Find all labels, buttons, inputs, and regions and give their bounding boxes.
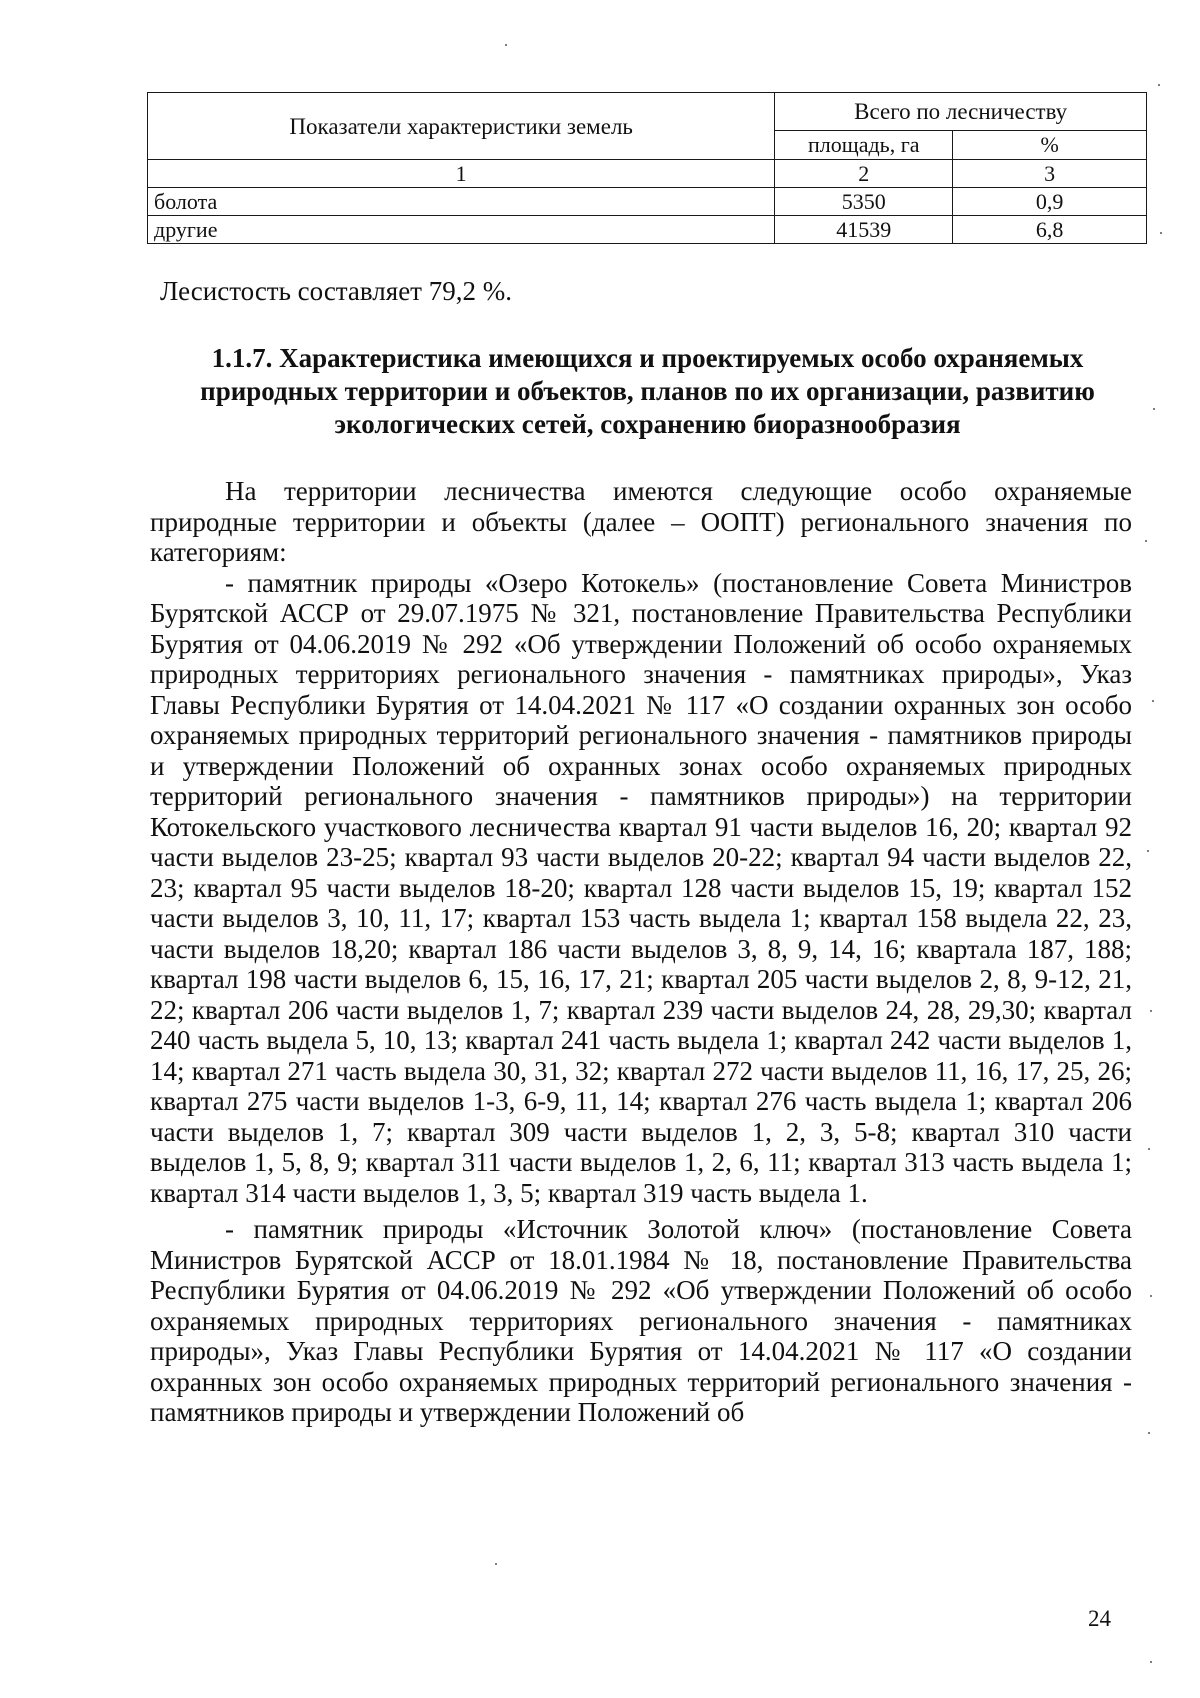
scan-speck bbox=[1147, 850, 1149, 852]
table-cell-name: другие bbox=[148, 216, 775, 244]
table-cell: 3 bbox=[953, 160, 1147, 188]
section-heading: 1.1.7. Характеристика имеющихся и проектируемых особо охраняемых природных территории и объектов, планов по их организации, развитию экологических сетей, сохранению биоразнообразия bbox=[200, 343, 1095, 439]
land-characteristics-table bbox=[147, 92, 1147, 244]
table-cell-area: 5350 bbox=[775, 188, 953, 216]
paragraph: На территории лесничества имеются следующие особо охраняемые природные территории и объекты (далее – ООПТ) регионального значения по категориям: bbox=[150, 476, 1132, 567]
table-row bbox=[148, 188, 1147, 216]
scan-speck bbox=[1150, 1295, 1152, 1297]
scan-speck bbox=[1152, 700, 1154, 702]
table-cell-percent: 0,9 bbox=[953, 188, 1147, 216]
paragraph: - памятник природы «Озеро Котокель» (постановление Совета Министров Бурятской АССР от 29.07.1975 № 321, постановление Правительства Республики Бурятия от 04.06.2019 № 292 «Об утверждении Положений об особо охраняемых природных территориях регионального значения - памятниках природы», Указ Главы Республики Бурятия от 14.04.2021 № 117 «О создании охранных зон особо охраняемых природных территорий регионального значения - памятников природы и утверждении Положений об охранных зонах особо охраняемых природных территорий регионального значения - памятников природы») на территории Котокельского участкового лесничества квартал 91 части выделов 16, 20; квартал 92 части выделов 23-25; квартал 93 части выделов 20-22; квартал 94 части выделов 22, 23; квартал 95 части выделов 18-20; квартал 128 части выделов 15, 19; квартал 152 части выделов 3, 10, 11, 17; квартал 153 часть выдела 1; квартал 158 выдела 22, 23, части выделов 18,20; квартал 186 части выделов 3, 8, 9, 14, 16; квартала 187, 188; квартал 198 части выделов 6, 15, 16, 17, 21; квартал 205 части выделов 2, 8, 9-12, 21, 22; квартал 206 части выделов 1, 7; квартал 239 части выделов 24, 28, 29,30; квартал 240 часть выдела 5, 10, 13; квартал 241 часть выдела 1; квартал 242 части выделов 1, 14; квартал 271 часть выдела 30, 31, 32; квартал 272 части выделов 11, 16, 17, 25, 26; квартал 275 части выделов 1-3, 6-9, 11, 14; квартал 276 часть выдела 1; квартал 206 части выделов 1, 7; квартал 309 части выделов 1, 2, 3, 5-8; квартал 310 части выделов 1, 5, 8, 9; квартал 311 части выделов 1, 2, 6, 11; квартал 313 часть выдела 1; квартал 314 части выделов 1, 3, 5; квартал 319 часть выдела 1. bbox=[150, 567, 1132, 1208]
scan-speck bbox=[1148, 1432, 1150, 1434]
scan-speck bbox=[1150, 1661, 1152, 1663]
table-header-percent: % bbox=[953, 131, 1147, 160]
scan-speck bbox=[1148, 1148, 1150, 1150]
paragraph: - памятник природы «Источник Золотой ключ» (постановление Совета Министров Бурятской АССР от 18.01.1984 № 18, постановление Правительства Республики Бурятия от 04.06.2019 № 292 «Об утверждении Положений об особо охраняемых природных территориях регионального значения - памятниках природы», Указ Главы Республики Бурятия от 14.04.2021 № 117 «О создании охранных зон особо охраняемых природных территорий регионального значения - памятников природы и утверждении Положений об bbox=[150, 1214, 1132, 1427]
scan-speck bbox=[1153, 408, 1155, 410]
table-cell-name: болота bbox=[148, 188, 775, 216]
scan-speck bbox=[1145, 540, 1147, 542]
forest-cover-text: Лесистость составляет 79,2 %. bbox=[160, 276, 512, 306]
body-text bbox=[150, 476, 1132, 1428]
table-cell: 2 bbox=[775, 160, 953, 188]
table-header-area: площадь, га bbox=[775, 131, 953, 160]
page-number: 24 bbox=[1088, 1606, 1111, 1631]
scan-speck bbox=[1158, 84, 1160, 86]
table-row bbox=[148, 216, 1147, 244]
scan-speck bbox=[495, 1563, 497, 1565]
table-header-indicators: Показатели характеристики земель bbox=[148, 93, 775, 160]
scan-speck bbox=[505, 44, 507, 46]
scan-speck bbox=[1160, 232, 1162, 234]
scan-speck bbox=[1150, 1010, 1152, 1012]
table-cell: 1 bbox=[148, 160, 775, 188]
table-cell-percent: 6,8 bbox=[953, 216, 1147, 244]
table-header-total: Всего по лесничеству bbox=[775, 93, 1147, 131]
table-cell-area: 41539 bbox=[775, 216, 953, 244]
table-row-column-numbers bbox=[148, 160, 1147, 188]
